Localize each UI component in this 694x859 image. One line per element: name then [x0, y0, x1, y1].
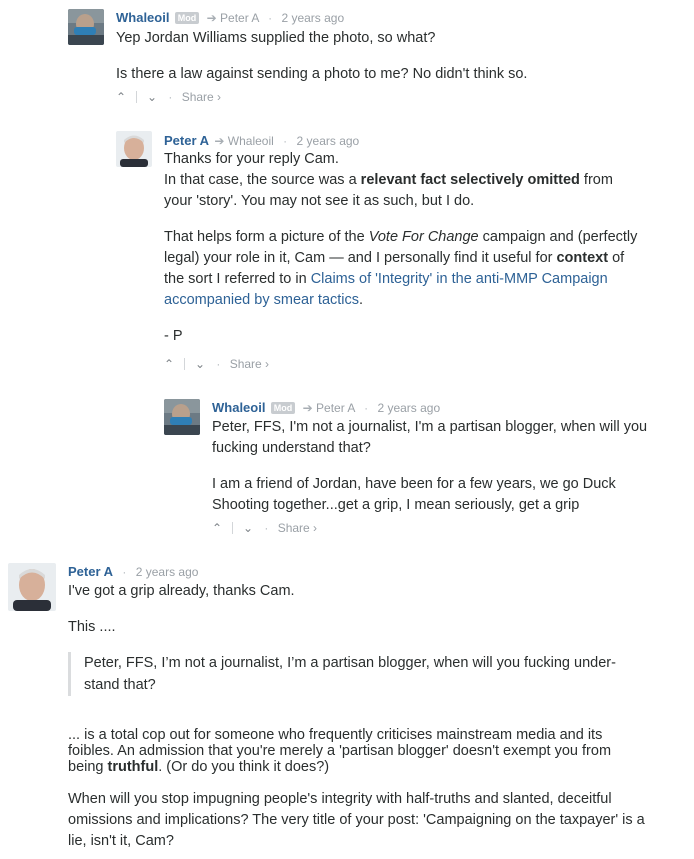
reply-arrow-icon: ➔ — [302, 401, 313, 415]
comment-paragraph: I am a friend of Jordan, have been for a few years, we go Duck Shooting together...get a grip, I mean seriously, get a grip — [212, 476, 616, 513]
comment-body-continued — [68, 727, 648, 775]
share-button[interactable]: Share › — [229, 357, 270, 371]
vote-divider — [136, 91, 137, 103]
meta-separator: · — [168, 90, 173, 104]
share-button[interactable]: Share › — [181, 90, 222, 104]
comment-paragraph: That helps form a picture of the Vote For Change campaign and (perfectly legal) your role in it, Cam — and I personally find it useful for context of the sort I referred to in Claims of 'Integrity' in the anti-MMP Campaign accompanied by smear tactics. — [164, 229, 638, 308]
comment-body — [164, 149, 644, 347]
vote-divider — [232, 522, 233, 534]
comment-meta — [116, 10, 344, 25]
reply-to-name[interactable]: Peter A — [316, 401, 355, 415]
comment-paragraph: I've got a grip already, thanks Cam. — [68, 583, 295, 599]
whaleoil-avatar[interactable] — [68, 9, 104, 45]
reply-to-name[interactable]: Peter A — [220, 11, 259, 25]
whaleoil-avatar[interactable] — [164, 399, 200, 435]
italic-text: Vote For Change — [368, 229, 479, 245]
author-name[interactable]: Peter A — [164, 133, 210, 148]
comment-peter-a-1 — [0, 120, 694, 380]
timestamp[interactable]: 2 years ago — [296, 134, 360, 148]
mod-badge: Mod — [271, 402, 296, 414]
share-button[interactable]: Share › — [277, 521, 318, 535]
comment-paragraph: Is there a law against sending a photo to me? No didn't think so. — [116, 66, 528, 82]
comment-meta — [212, 400, 440, 415]
reply-to-name[interactable]: Whaleoil — [227, 134, 274, 148]
upvote-button[interactable]: ⌃ — [115, 90, 127, 104]
vote-divider — [184, 358, 185, 370]
article-link[interactable]: Claims of 'Integrity' in the anti-MMP Campaign accompanied by smear tactics — [164, 271, 608, 308]
comment-body — [68, 581, 648, 638]
meta-separator: · — [268, 11, 273, 25]
author-name[interactable]: Whaleoil — [212, 400, 266, 415]
comment-paragraph: ... is a total cop out for someone who frequently criticises mainstream media and its foibles. An admission that you're merely a 'partisan blogger' doesn't exempt you from being truthful. (Or do you think it does?) — [68, 727, 612, 775]
comment-actions — [162, 357, 269, 371]
downvote-button[interactable]: ⌄ — [242, 521, 254, 535]
comment-meta — [68, 564, 198, 579]
meta-separator: · — [216, 357, 221, 371]
peter-a-avatar[interactable] — [8, 563, 56, 611]
comment-body — [212, 417, 652, 516]
meta-separator: · — [122, 565, 127, 579]
comment-paragraph: When will you stop impugning people's integrity with half-truths and slanted, deceitful omissions and implications? The very title of your post: 'Campaigning on the taxpayer' is a lie, isn't it, Cam? — [68, 791, 645, 849]
comment-whaleoil-1 — [0, 0, 694, 110]
downvote-button[interactable]: ⌄ — [194, 357, 206, 371]
timestamp[interactable]: 2 years ago — [281, 11, 345, 25]
comment-whaleoil-2 — [0, 390, 694, 540]
meta-separator: · — [264, 521, 269, 535]
comment-peter-a-2 — [0, 555, 694, 859]
peter-a-avatar[interactable] — [116, 131, 152, 167]
reply-arrow-icon: ➔ — [214, 134, 225, 148]
bold-text: context — [556, 250, 609, 266]
downvote-button[interactable]: ⌄ — [146, 90, 158, 104]
comment-actions — [210, 521, 317, 535]
comment-paragraph: Yep Jordan Williams supplied the photo, so what? — [116, 30, 436, 46]
author-name[interactable]: Peter A — [68, 564, 114, 579]
comment-body — [116, 28, 656, 85]
bold-text: relevant fact selectively omitted — [360, 172, 580, 188]
timestamp[interactable]: 2 years ago — [135, 565, 199, 579]
comment-signature: - P — [164, 328, 183, 344]
blockquote: Peter, FFS, I’m not a journalist, I’m a partisan blogger, when will you fucking understand that? — [68, 652, 644, 696]
mod-badge: Mod — [175, 12, 200, 24]
upvote-button[interactable]: ⌃ — [211, 521, 223, 535]
bold-text: truthful — [107, 759, 159, 775]
comment-paragraph: Peter, FFS, I'm not a journalist, I'm a partisan blogger, when will you fucking understand that? — [212, 419, 648, 456]
comment-paragraph: This .... — [68, 619, 116, 635]
timestamp[interactable]: 2 years ago — [377, 401, 441, 415]
comment-actions — [114, 90, 221, 104]
upvote-button[interactable]: ⌃ — [163, 357, 175, 371]
reply-arrow-icon: ➔ — [206, 11, 217, 25]
comment-paragraph: Thanks for your reply Cam. In that case, the source was a relevant fact selectively omitted from your 'story'. You may not see it as such, but I do. — [164, 151, 613, 209]
comment-body-continued — [68, 789, 648, 852]
author-name[interactable]: Whaleoil — [116, 10, 170, 25]
comment-meta — [164, 133, 359, 148]
meta-separator: · — [283, 134, 288, 148]
meta-separator: · — [364, 401, 369, 415]
